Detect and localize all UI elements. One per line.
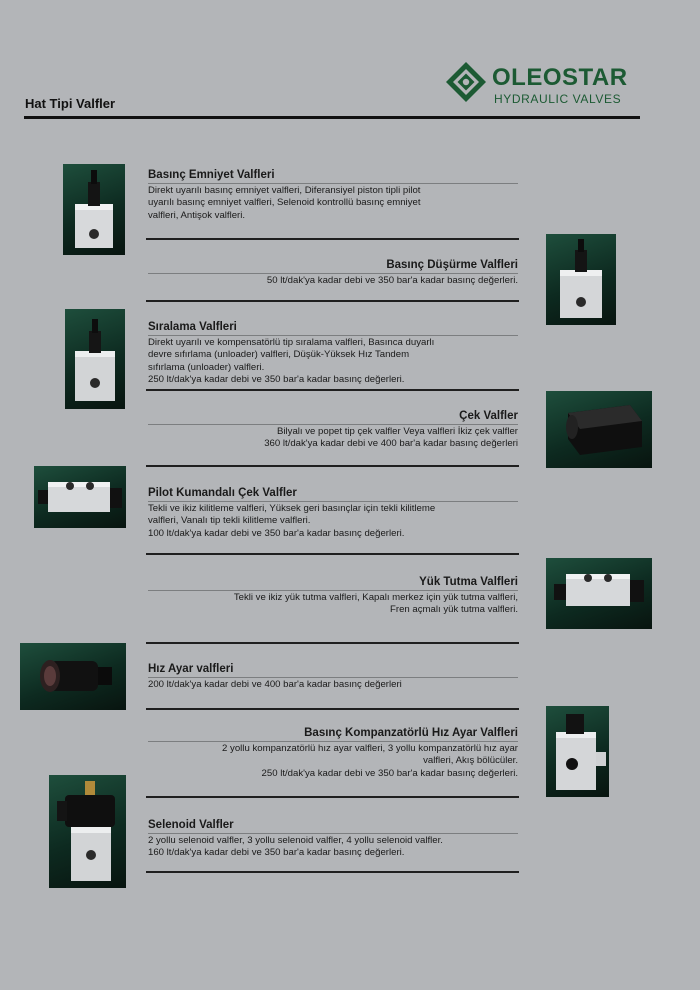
desc-line: 100 lt/dak'ya kadar debi ve 350 bar'a kadar basınç değerleri. <box>148 527 405 539</box>
desc-line: Bilyalı ve popet tip çek valfler Veya valfleri İkiz çek valfler <box>276 426 518 437</box>
desc-line: 360 lt/dak'ya kadar debi ve 400 bar'a kadar basınç değerleri <box>264 438 518 450</box>
section-title: Çek Valfler <box>148 409 518 425</box>
section-divider <box>146 708 519 710</box>
section-selenoid <box>148 818 518 860</box>
section-description <box>148 426 518 451</box>
valve-photo-compensated-flow <box>546 706 609 797</box>
section-divider <box>146 871 519 873</box>
section-title: Selenoid Valfler <box>148 818 518 834</box>
valve-photo-sequence <box>65 309 125 409</box>
section-divider <box>146 642 519 644</box>
section-description <box>148 185 518 222</box>
valve-photo-pilot-check <box>34 466 126 528</box>
header-rule <box>24 116 640 119</box>
desc-line: 250 lt/dak'ya kadar debi ve 350 bar'a kadar basınç değerleri. <box>261 767 518 779</box>
desc-line: Direkt uyarılı basınç emniyet valfleri, Diferansiyel piston tipli pilot <box>148 185 421 196</box>
desc-line: Tekli ve ikiz yük tutma valfleri, Kapalı merkez için yük tutma valfleri, <box>233 592 518 603</box>
section-cek <box>148 409 518 451</box>
valve-photo-solenoid <box>49 775 126 888</box>
valve-photo-flow-control <box>20 643 126 710</box>
section-description <box>148 743 518 780</box>
desc-line: Direkt uyarılı ve kompensatörlü tip sıralama valfleri, Basınca duyarlı <box>148 337 435 348</box>
desc-line: sıfırlama (unloader) valfleri. <box>148 361 265 373</box>
desc-line: 2 yollu kompanzatörlü hız ayar valfleri, 3 yollu kompanzatörlü hız ayar <box>222 743 518 754</box>
desc-line: 160 lt/dak'ya kadar debi ve 350 bar'a kadar basınç değerleri. <box>148 847 405 859</box>
desc-line: valfleri, Akış bölücüler. <box>423 755 518 767</box>
valve-photo-pressure-relief <box>63 164 125 255</box>
section-title: Hız Ayar valfleri <box>148 662 518 678</box>
desc-line: Fren açmalı yük tutma valfleri. <box>390 604 518 616</box>
desc-line: Tekli ve ikiz kilitleme valfleri, Yüksek geri basınçlar için tekli kilitleme <box>148 503 436 514</box>
logo-name: OLEOSTAR <box>492 64 628 91</box>
desc-line: devre sıfırlama (unloader) valfleri, Düşük-Yüksek Hız Tandem <box>148 349 410 361</box>
desc-line: uyarılı basınç emniyet valfleri, Selenoid kontrollü basınç emniyet <box>148 197 421 209</box>
section-divider <box>146 465 519 467</box>
desc-line: valfleri, Antişok valfleri. <box>148 209 246 221</box>
section-title: Pilot Kumandalı Çek Valfler <box>148 486 518 502</box>
section-basinc-kompanzatorlu <box>148 726 518 780</box>
desc-line: valfleri, Vanalı tip tekli kilitleme valfleri. <box>148 515 311 527</box>
section-divider <box>146 553 519 555</box>
desc-line: 50 lt/dak'ya kadar debi ve 350 bar'a kadar basınç değerleri. <box>266 275 518 286</box>
section-hiz-ayar <box>148 662 518 691</box>
section-divider <box>146 389 519 391</box>
section-siralama <box>148 320 518 386</box>
valve-photo-check <box>546 391 652 468</box>
section-title: Basınç Düşürme Valfleri <box>148 258 518 274</box>
section-title: Yük Tutma Valfleri <box>148 575 518 591</box>
valve-photo-pressure-reducing <box>546 234 616 325</box>
section-pilot-kumandali <box>148 486 518 540</box>
section-title: Sıralama Valfleri <box>148 320 518 336</box>
section-basinc-emniyet <box>148 168 518 222</box>
section-yuk-tutma <box>148 575 518 617</box>
logo-subtitle: HYDRAULIC VALVES <box>494 92 622 106</box>
page-title: Hat Tipi Valfler <box>25 96 116 111</box>
section-divider <box>146 300 519 302</box>
section-description <box>148 835 518 860</box>
valve-photo-load-holding <box>546 558 652 629</box>
section-divider <box>146 238 519 240</box>
section-divider <box>146 796 519 798</box>
section-description <box>148 679 518 691</box>
section-description <box>148 337 518 386</box>
oleostar-logo-icon <box>446 62 486 102</box>
section-basinc-dusurme <box>148 258 518 287</box>
section-title: Basınç Kompanzatörlü Hız Ayar Valfleri <box>148 726 518 742</box>
section-description <box>148 275 518 287</box>
section-description <box>148 592 518 617</box>
brand-logo <box>446 60 646 110</box>
desc-line: 2 yollu selenoid valfler, 3 yollu selenoid valfler, 4 yollu selenoid valfler. <box>148 835 443 846</box>
desc-line: 250 lt/dak'ya kadar debi ve 350 bar'a kadar basınç değerleri. <box>148 373 405 385</box>
desc-line: 200 lt/dak'ya kadar debi ve 400 bar'a kadar basınç değerleri <box>148 679 402 690</box>
section-title: Basınç Emniyet Valfleri <box>148 168 518 184</box>
section-description <box>148 503 518 540</box>
